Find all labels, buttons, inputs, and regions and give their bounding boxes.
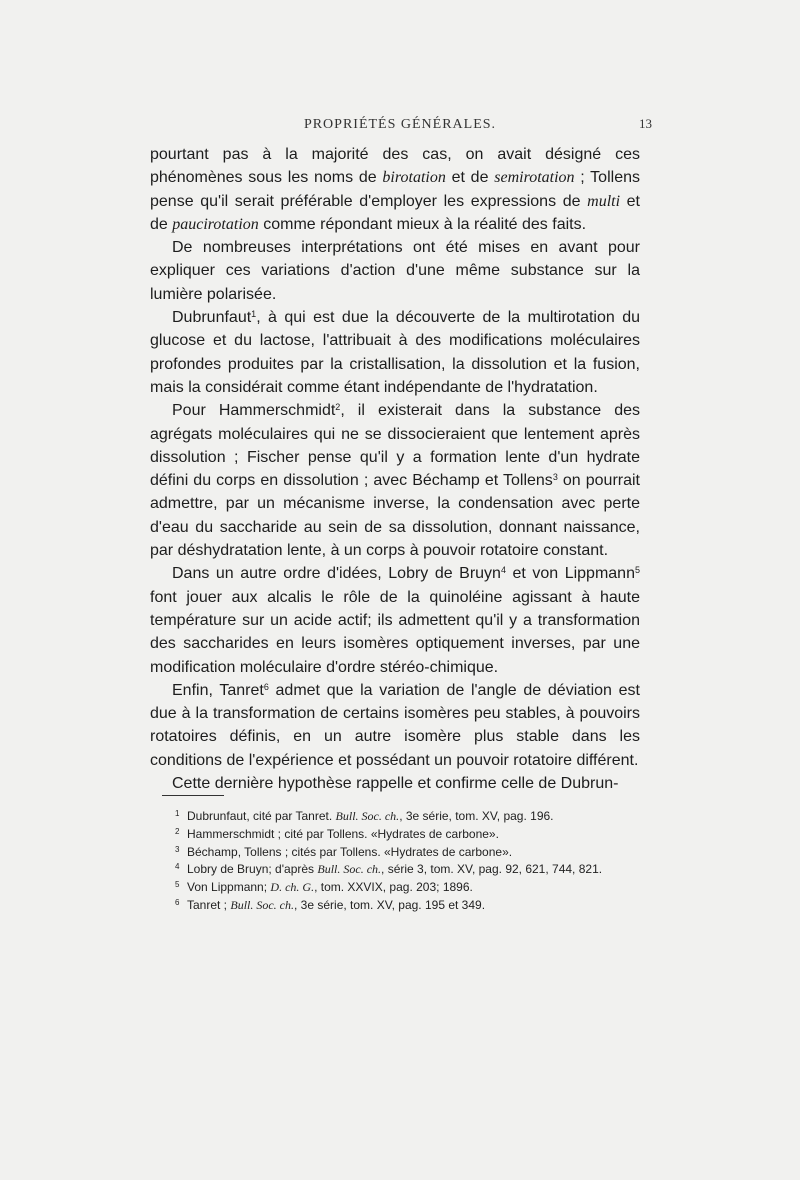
footnote-ref-6[interactable]: 6 bbox=[263, 681, 269, 692]
footnote: 1 Dubrunfaut, cité par Tanret. Bull. Soc. ch., 3e série, tom. XV, pag. 196. bbox=[175, 809, 554, 823]
footnote: 6 Tanret ; Bull. Soc. ch., 3e série, tom. XV, pag. 195 et 349. bbox=[175, 897, 486, 912]
paragraph-4: Pour Hammerschmidt$^2$, il existerait dans la substance des agrégats moléculaires qui ne se dissocieraient que lentement après dissolution ; Fischer pense qu'il y a formation lente d'un hydrate défini du corps en dissolution ; avec Béchamp et Tollens$^3$ on pourrait admettre, par un mécanisme inverse, la condensation avec perte d'eau du saccharide au sein de sa dissolution, donnant naissance, par déshydratation lente, à un corps à pouvoir rotatoire constant. bbox=[150, 402, 640, 560]
footnote-ref-5[interactable]: 5 bbox=[634, 565, 640, 576]
footnote: 4 Lobry de Bruyn; d'après Bull. Soc. ch., série 3, tom. XV, pag. 92, 621, 744, 821. bbox=[175, 862, 603, 877]
paragraph-2: De nombreuses interprétations ont été mises en avant pour expliquer ces variations d'action d'une même substance sur la lumière polarisée. bbox=[150, 239, 640, 303]
running-title: PROPRIÉTÉS GÉNÉRALES. bbox=[303, 117, 497, 132]
body-text bbox=[150, 143, 640, 795]
footnote-ref-1[interactable]: 1 bbox=[251, 309, 257, 320]
footnote-separator bbox=[162, 795, 224, 796]
footnote: 2 Hammerschmidt ; cité par Tollens. «Hydrates de carbone». bbox=[175, 826, 499, 841]
footnote-ref-3[interactable]: 3 bbox=[552, 472, 558, 483]
paragraph-7: Cette dernière hypothèse rappelle et confirme celle de Dubrun- bbox=[172, 775, 619, 793]
footnote-ref-4[interactable]: 4 bbox=[500, 565, 506, 576]
paragraph-3: Dubrunfaut$^1$, à qui est due la découverte de la multirotation du glucose et du lactose, l'attribuait à des modifications moléculaires profondes produites par la cristallisation, la dissolution et la fusion, mais la considérait comme étant indépendante de l'hydratation. bbox=[150, 309, 640, 396]
paragraph-5: Dans un autre ordre d'idées, Lobry de Bruyn$^4$ et von Lippmann$^5$ font jouer aux alcalis le rôle de la quinoléine agissant à haute température sur un acide actif; ils admettent qu'il y a transformation des saccharides en leurs isomères optiquement inverses, par une modification moléculaire d'ordre stéréo-chimique. bbox=[150, 565, 640, 676]
paragraph-6: Enfin, Tanret$^6$ admet que la variation de l'angle de déviation est due à la transformation de certains isomères peu stables, à pouvoirs rotatoires définis, en un autre isomère plus stable dans les conditions de l'expérience et possédant un pouvoir rotatoire différent. bbox=[150, 681, 641, 769]
page-number: 13 bbox=[639, 116, 652, 131]
footnotes bbox=[175, 808, 655, 915]
footnote: 3 Béchamp, Tollens ; cités par Tollens. «Hydrates de carbone». bbox=[175, 844, 513, 859]
paragraph-1: pourtant pas à la majorité des cas, on avait désigné ces phénomènes sous les noms de birotation et de semirotation ; Tollens pense qu'il serait préférable d'employer les expressions de multi et de paucirotation comme répondant mieux à la réalité des faits. bbox=[150, 146, 641, 233]
footnote: 5 Von Lippmann; D. ch. G., tom. XXVIX, pag. 203; 1896. bbox=[175, 880, 473, 895]
page-header bbox=[150, 117, 650, 137]
footnote-ref-2[interactable]: 2 bbox=[335, 402, 341, 413]
